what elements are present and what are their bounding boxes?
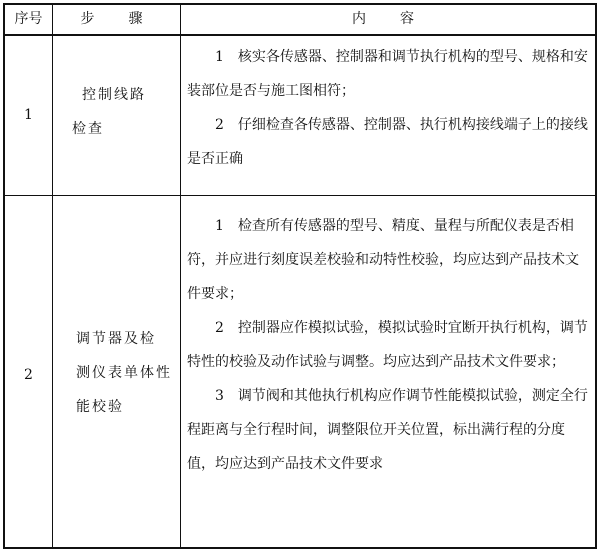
row-1-step-line: 检查: [72, 121, 104, 137]
row-2-number: 2: [24, 367, 33, 383]
column-divider: [180, 3, 181, 549]
row-2-paragraph: 1 检查所有传感器的型号、精度、量程与所配仪表是否相符，并应进行刻度误差校验和动特性校验，均应达到产品技术文件要求；: [187, 218, 579, 302]
row-2-step: [76, 322, 178, 424]
header-rule: [3, 34, 597, 36]
row-2-step-line: 能校验: [76, 399, 124, 415]
row-1-content: [187, 40, 589, 176]
header-content: 内 容: [352, 11, 424, 27]
row-divider: [3, 195, 597, 196]
row-1-number: 1: [24, 107, 33, 123]
row-1-paragraph: 2 仔细检查各传感器、控制器、执行机构接线端子上的接线是否正确: [187, 117, 588, 167]
header-no: 序号: [14, 11, 43, 27]
header-step: 步 骤: [80, 11, 153, 27]
row-2-step-line: 调节器及检: [76, 331, 156, 347]
row-2-content: [187, 209, 589, 481]
column-divider: [52, 3, 53, 549]
row-2-step-line: 测仪表单体性: [76, 365, 172, 381]
row-2-paragraph: 2 控制器应作模拟试验，模拟试验时宜断开执行机构，调节特性的校验及动作试验与调整。均应达到产品技术文件要求；: [187, 320, 588, 370]
row-1-step-line: 控制线路: [82, 87, 146, 103]
row-2-paragraph: 3 调节阀和其他执行机构应作调节性能模拟试验，测定全行程距离与全行程时间，调整限位开关位置，标出满行程的分度值，均应达到产品技术文件要求: [187, 388, 588, 472]
row-1-paragraph: 1 核实各传感器、控制器和调节执行机构的型号、规格和安装部位是否与施工图相符；: [187, 49, 588, 99]
row-1-step: [72, 78, 176, 146]
